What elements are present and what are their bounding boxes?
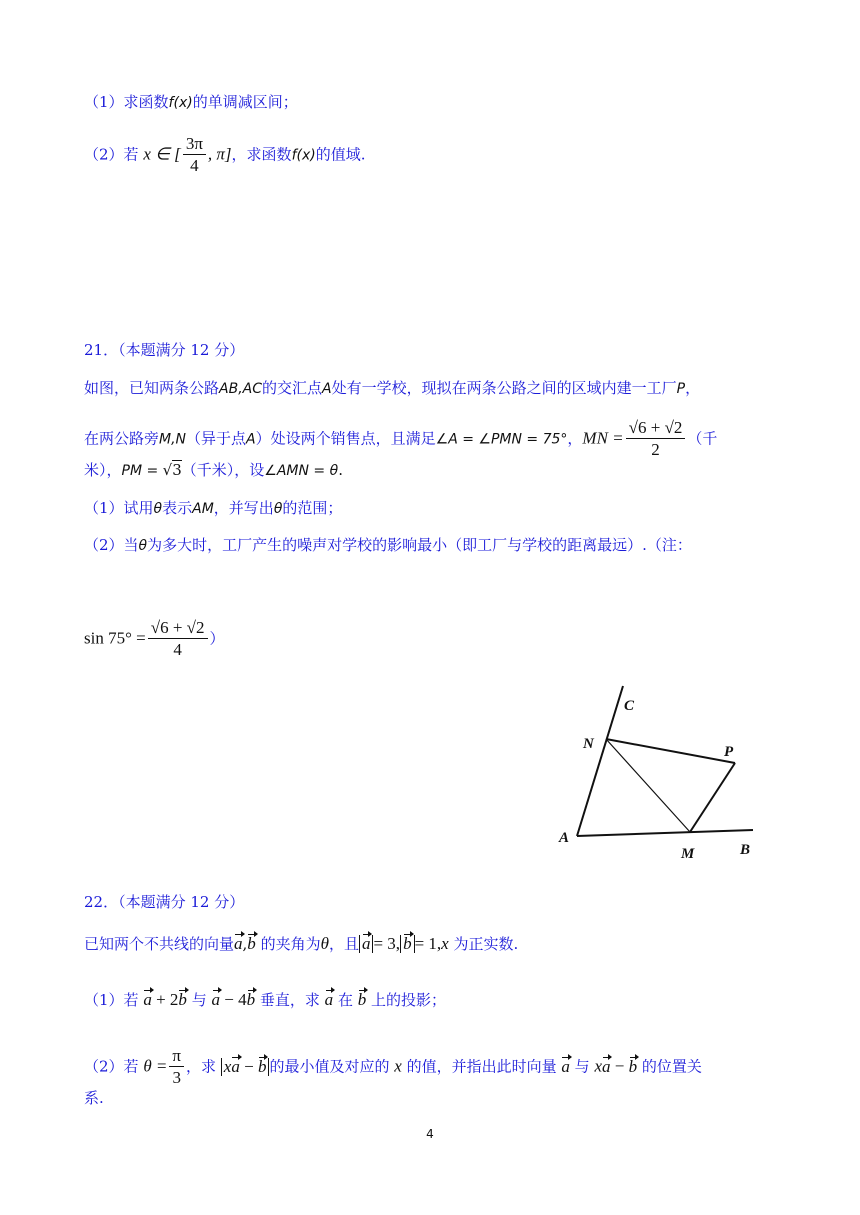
- theta-eq: θ =: [143, 1056, 168, 1076]
- vector-b: b: [403, 934, 412, 953]
- abs-a: [359, 935, 374, 953]
- q20-part1: [84, 92, 298, 113]
- am: AM: [192, 501, 214, 517]
- page-number: 4: [426, 1127, 434, 1141]
- q22-part1: [84, 990, 446, 1010]
- x: x: [441, 934, 449, 953]
- vector-a: a: [211, 990, 220, 1009]
- text: ，且: [328, 935, 359, 953]
- fraction-3pi-4: [183, 134, 206, 177]
- angle-eq: ∠A = ∠PMN = 75°: [435, 431, 568, 448]
- x: x: [223, 1056, 232, 1076]
- fraction-pi-3: [169, 1046, 184, 1089]
- text: 与: [574, 1057, 590, 1076]
- q21-line3: [84, 460, 343, 481]
- text: 表示: [162, 499, 193, 517]
- text: ,: [242, 935, 248, 953]
- vector-b: b: [628, 1056, 638, 1076]
- segment-np: [606, 739, 735, 763]
- point-p: P: [676, 381, 686, 397]
- text: −: [610, 1056, 629, 1076]
- fraction-sin75: [148, 618, 208, 661]
- road-ac: [577, 686, 623, 836]
- text: 为正实数.: [453, 935, 519, 953]
- numerator: 3π: [183, 134, 206, 155]
- text: 米），: [84, 461, 122, 479]
- plus: +: [646, 418, 665, 437]
- q21-part1: [84, 498, 342, 519]
- text: 的最小值及对应的: [269, 1057, 390, 1076]
- label-b: B: [740, 842, 751, 858]
- text: 的夹角为: [260, 935, 321, 953]
- vector-b: b: [357, 990, 367, 1009]
- x: x: [594, 1056, 602, 1076]
- abs-b: [400, 935, 415, 953]
- q21-part2: [84, 535, 692, 556]
- q21-header: 21．（本题满分 12 分）: [84, 341, 245, 359]
- point-a: A: [322, 381, 332, 397]
- text: （2）当: [84, 536, 139, 554]
- mn-eq: MN =: [582, 428, 624, 448]
- road-ab: [577, 830, 753, 836]
- label-n: N: [583, 736, 594, 752]
- vector-b: b: [247, 934, 256, 953]
- text: ，求函数: [231, 145, 292, 164]
- theta: θ: [153, 501, 163, 517]
- text: ，: [567, 429, 583, 448]
- text: （1）若: [84, 991, 139, 1009]
- abs-xa-minus-b: [221, 1058, 270, 1076]
- text: 的单调减区间；: [192, 93, 298, 111]
- text: 的值，并指出此时向量: [406, 1057, 557, 1076]
- label-a: A: [559, 830, 570, 846]
- label-m: M: [681, 846, 695, 862]
- vector-a: a: [234, 934, 243, 953]
- text: 与: [191, 991, 207, 1009]
- text: −: [239, 1056, 258, 1076]
- theta: θ: [273, 501, 283, 517]
- text: （1）试用: [84, 499, 154, 517]
- text: 在: [337, 991, 353, 1009]
- denominator: 4: [173, 640, 182, 659]
- text: （2）若: [84, 145, 139, 164]
- vector-b: b: [178, 990, 187, 1009]
- label-c: C: [624, 698, 635, 714]
- text: （异于点: [186, 429, 247, 448]
- q20-part2: [84, 134, 365, 177]
- radicand: 6: [160, 618, 169, 637]
- text: − 4: [220, 990, 247, 1009]
- text: ）处设两个销售点，且满足: [255, 429, 436, 448]
- text: 为多大时，工厂产生的噪声对学校的影响最小（即工厂与学校的距离最远）.（注：: [147, 536, 692, 554]
- roads-ab-ac: AB,AC: [219, 381, 262, 397]
- q21-line1: [84, 378, 700, 399]
- radicand: 2: [673, 418, 683, 437]
- function-fx: f(x): [168, 95, 193, 111]
- text: ，并写出: [213, 499, 274, 517]
- vector-a: a: [361, 934, 371, 953]
- text: 处有一学校，现拟在两条公路之间的区域内建一工厂: [331, 379, 677, 397]
- vector-a: a: [231, 1056, 240, 1076]
- interval-end: , π]: [207, 144, 232, 164]
- label-p: P: [724, 744, 734, 760]
- text: = 1,: [414, 934, 442, 953]
- vector-a: a: [561, 1056, 570, 1076]
- text: 如图，已知两条公路: [84, 379, 220, 397]
- q22-line1: [84, 934, 518, 954]
- text: .: [338, 461, 343, 479]
- q21-line2: [84, 418, 717, 461]
- text: 的值域.: [315, 145, 366, 164]
- fraction-sqrt6-sqrt2-over-2: [626, 418, 686, 461]
- theta: θ: [138, 538, 148, 554]
- text: （1）求函数: [84, 93, 169, 111]
- numerator: √6 + √2: [148, 618, 208, 639]
- q22-header: 22．（本题满分 12 分）: [84, 893, 245, 911]
- vector-b: b: [257, 1056, 267, 1076]
- q21-note: [84, 618, 225, 661]
- vector-a: a: [324, 990, 334, 1009]
- x: x: [394, 1056, 402, 1076]
- segment-pm: [690, 763, 735, 832]
- text: ，: [685, 379, 701, 397]
- points-mn: M,N: [159, 431, 187, 448]
- text: 在两公路旁: [84, 429, 160, 448]
- text: = 3,: [373, 934, 401, 953]
- theta: θ: [320, 934, 329, 953]
- vector-a: a: [143, 990, 152, 1009]
- text: 的范围；: [282, 499, 343, 517]
- text: ）: [209, 629, 225, 648]
- vector-a: a: [601, 1056, 611, 1076]
- radicand: 2: [196, 618, 205, 637]
- plus: +: [168, 618, 187, 637]
- function-fx: f(x): [291, 147, 316, 164]
- q22-part2: [84, 1046, 702, 1089]
- sin75-eq: sin 75° =: [84, 628, 146, 648]
- text: 上的投影；: [371, 991, 447, 1009]
- point-a: A: [246, 431, 256, 448]
- text: ，求: [186, 1057, 217, 1076]
- text: 垂直，求: [259, 991, 320, 1009]
- radicand: 6: [637, 418, 647, 437]
- denominator: 4: [190, 156, 199, 175]
- q22-part2-cont: 系.: [84, 1089, 104, 1107]
- numerator: π: [169, 1046, 184, 1067]
- angle-amn: ∠AMN = θ: [264, 463, 339, 479]
- pm-eq: PM =: [121, 463, 163, 479]
- sqrt3: √3: [162, 461, 182, 479]
- text: （2）若: [84, 1057, 139, 1076]
- text: （千: [687, 429, 718, 448]
- text: 的位置关: [641, 1057, 702, 1076]
- numerator: √6 + √2: [626, 418, 686, 439]
- text: （千米），设: [181, 461, 265, 479]
- x-in: x ∈ [: [143, 144, 181, 164]
- denominator: 2: [651, 440, 660, 459]
- geometry-figure: [550, 680, 770, 865]
- text: 的交汇点: [262, 379, 323, 397]
- text: 已知两个不共线的向量: [84, 935, 235, 953]
- vector-b: b: [246, 990, 256, 1009]
- text: + 2: [151, 990, 179, 1009]
- denominator: 3: [172, 1068, 181, 1087]
- radicand: 3: [172, 461, 182, 479]
